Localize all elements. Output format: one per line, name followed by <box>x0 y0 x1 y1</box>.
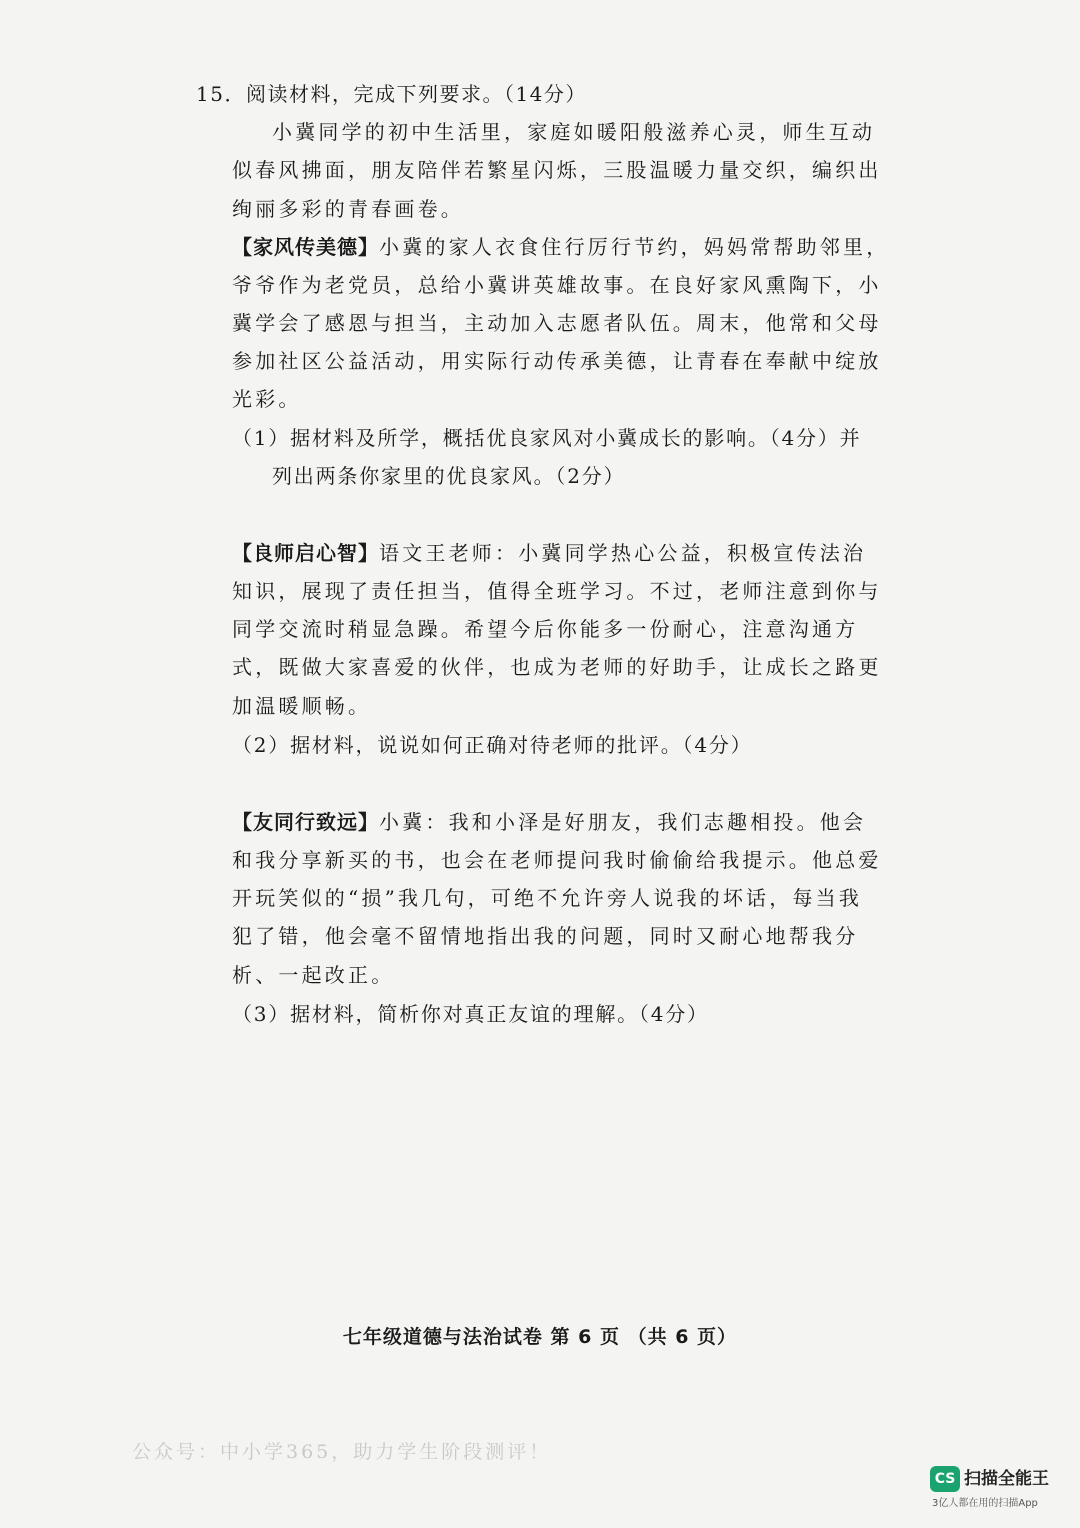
sub-question-3: （3）据材料，简析你对真正友谊的理解。（4分） <box>232 1002 709 1026</box>
section3-tag: 【友同行致远】 <box>232 810 379 834</box>
scanner-badge <box>930 1466 1058 1514</box>
section2-first-line-text: 语文王老师：小冀同学热心公益，积极宣传法治 <box>379 541 867 565</box>
section3-line-5: 析、一起改正。 <box>232 963 395 987</box>
sub-question-2: （2）据材料，说说如何正确对待老师的批评。（4分） <box>232 733 753 757</box>
section2-line-5: 加温暖顺畅。 <box>232 694 372 718</box>
scanner-app-name: 扫描全能王 <box>964 1469 1049 1489</box>
section1-line-5: 光彩。 <box>232 387 302 411</box>
intro-line-3: 绚丽多彩的青春画卷。 <box>232 197 464 221</box>
section1-line-4: 参加社区公益活动，用实际行动传承美德，让青春在奉献中绽放 <box>232 349 882 373</box>
section3-line-2: 和我分享新买的书，也会在老师提问我时偷偷给我提示。他总爱 <box>232 848 882 872</box>
intro-line-2: 似春风拂面，朋友陪伴若繁星闪烁，三股温暖力量交织，编织出 <box>232 158 882 182</box>
section3-line-3: 开玩笑似的“损”我几句，可绝不允许旁人说我的坏话，每当我 <box>232 886 863 910</box>
intro-line-1: 小冀同学的初中生活里，家庭如暖阳般滋养心灵，师生互动 <box>272 120 876 144</box>
section2-tag: 【良师启心智】 <box>232 541 379 565</box>
sub-question-1-line-2: 列出两条你家里的优良家风。（2分） <box>272 464 626 488</box>
section1-first-line <box>232 233 889 261</box>
cs-logo-icon: CS <box>930 1466 960 1492</box>
section3-line-4: 犯了错，他会毫不留情地指出我的问题，同时又耐心地帮我分 <box>232 924 859 948</box>
sub-question-1-line-1: （1）据材料及所学，概括优良家风对小冀成长的影响。（4分）并 <box>232 426 862 450</box>
section3-first-line <box>232 808 866 836</box>
section3-first-line-text: 小冀：我和小泽是好朋友，我们志趣相投。他会 <box>379 810 867 834</box>
scanner-tagline: 3亿人都在用的扫描App <box>932 1498 1038 1509</box>
section1-line-2: 爷爷作为老党员，总给小冀讲英雄故事。在良好家风熏陶下，小 <box>232 273 882 297</box>
section2-line-2: 知识，展现了责任担当，值得全班学习。不过，老师注意到你与 <box>232 579 882 603</box>
section1-tag: 【家风传美德】 <box>232 235 379 259</box>
section2-first-line <box>232 539 866 567</box>
section1-first-line-text: 小冀的家人衣食住行厉行节约，妈妈常帮助邻里， <box>379 235 890 259</box>
section2-line-4: 式，既做大家喜爱的伙伴，也成为老师的好助手，让成长之路更 <box>232 655 882 679</box>
page-footer: 七年级道德与法治试卷 第 6 页 （共 6 页） <box>342 1326 738 1348</box>
watermark-text: 公众号：中小学365，助力学生阶段测评！ <box>132 1441 552 1463</box>
question-header: 15．阅读材料，完成下列要求。（14分） <box>196 82 587 106</box>
section2-line-3: 同学交流时稍显急躁。希望今后你能多一份耐心，注意沟通方 <box>232 617 859 641</box>
section1-line-3: 冀学会了感恩与担当，主动加入志愿者队伍。周末，他常和父母 <box>232 311 882 335</box>
